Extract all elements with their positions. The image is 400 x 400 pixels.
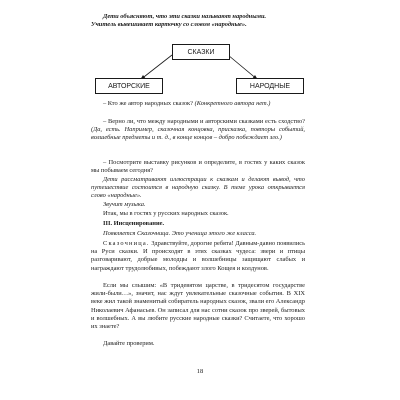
page-number: 18 [196,368,204,375]
question-1-text: – Кто же автор народных сказок? [103,100,193,107]
question-1 [91,100,305,108]
children-note: Дети рассматривают иллюстрации к сказкам и делают вывод, что путешествие состоится в народную сказку. В теме урока открывается слово «народные». [91,176,305,200]
section-title: III. Инсценирование. [103,220,165,227]
music-note: Звучит музыка. [103,201,146,208]
storyteller-text-1: Здравствуйте, дорогие ребята! Давным-давно появились на Руси сказки. И происходят в этих сказках чудеса: звери и птицы разговаривают, добрые молодцы и волшебницы защищают слабых и награждают трудолюбивых, побеждают злого Кощея и колдунов. [91,240,305,272]
diagram-box-folk: НАРОДНЫЕ [236,78,304,94]
intro-line-2: Учитель вывешивает карточку со словом «народные». [91,21,247,29]
question-3: – Посмотрите выставку рисунков и определите, в гостях у каких сказок мы побываем сегодня? [91,159,305,175]
arrow-right [228,55,258,80]
question-2 [91,118,305,143]
question-2-text: – Верно ли, что между народными и авторскими сказками есть сходство? [103,118,305,125]
storyteller-paragraph-3: Давайте проверим. [103,340,155,347]
question-1-answer: (Конкретного автора нет.) [194,100,271,107]
arrow-left [140,55,172,80]
storyteller-speaker: Сказочница. [103,240,150,247]
summary-line: Итак, мы в гостях у русских народных сказок. [103,210,229,217]
diagram-box-author: АВТОРСКИЕ [95,78,163,94]
question-2-answer: (Да, есть. Например, сказочная концовка, присказка, повторы событий, волшебные предметы и т. д., в конце концов – добро побеждает зло.) [91,126,305,142]
intro-line-1: Дети объясняют, что эти сказки называют народными. [103,13,267,20]
storyteller-paragraph-2: Если мы слышим: «В тридевятом царстве, в тридесятом государстве жили-были…», значит, нас ждут увлекательные сказочные события. В XIX веке жил такой знаменитый собиратель народных сказок, звали его Александр Николаевич Афанасьев. Он записал для нас сотни сказок про зверей, бытовых и волшебных. А вы любите русские народные сказки? Считаете, что хорошо их знаете? [91,282,305,331]
diagram-box-fairytales: СКАЗКИ [172,44,230,60]
storyteller-paragraph-1 [91,240,305,273]
section-note: Появляется Сказочница. Это ученица этого же класса. [103,230,257,237]
